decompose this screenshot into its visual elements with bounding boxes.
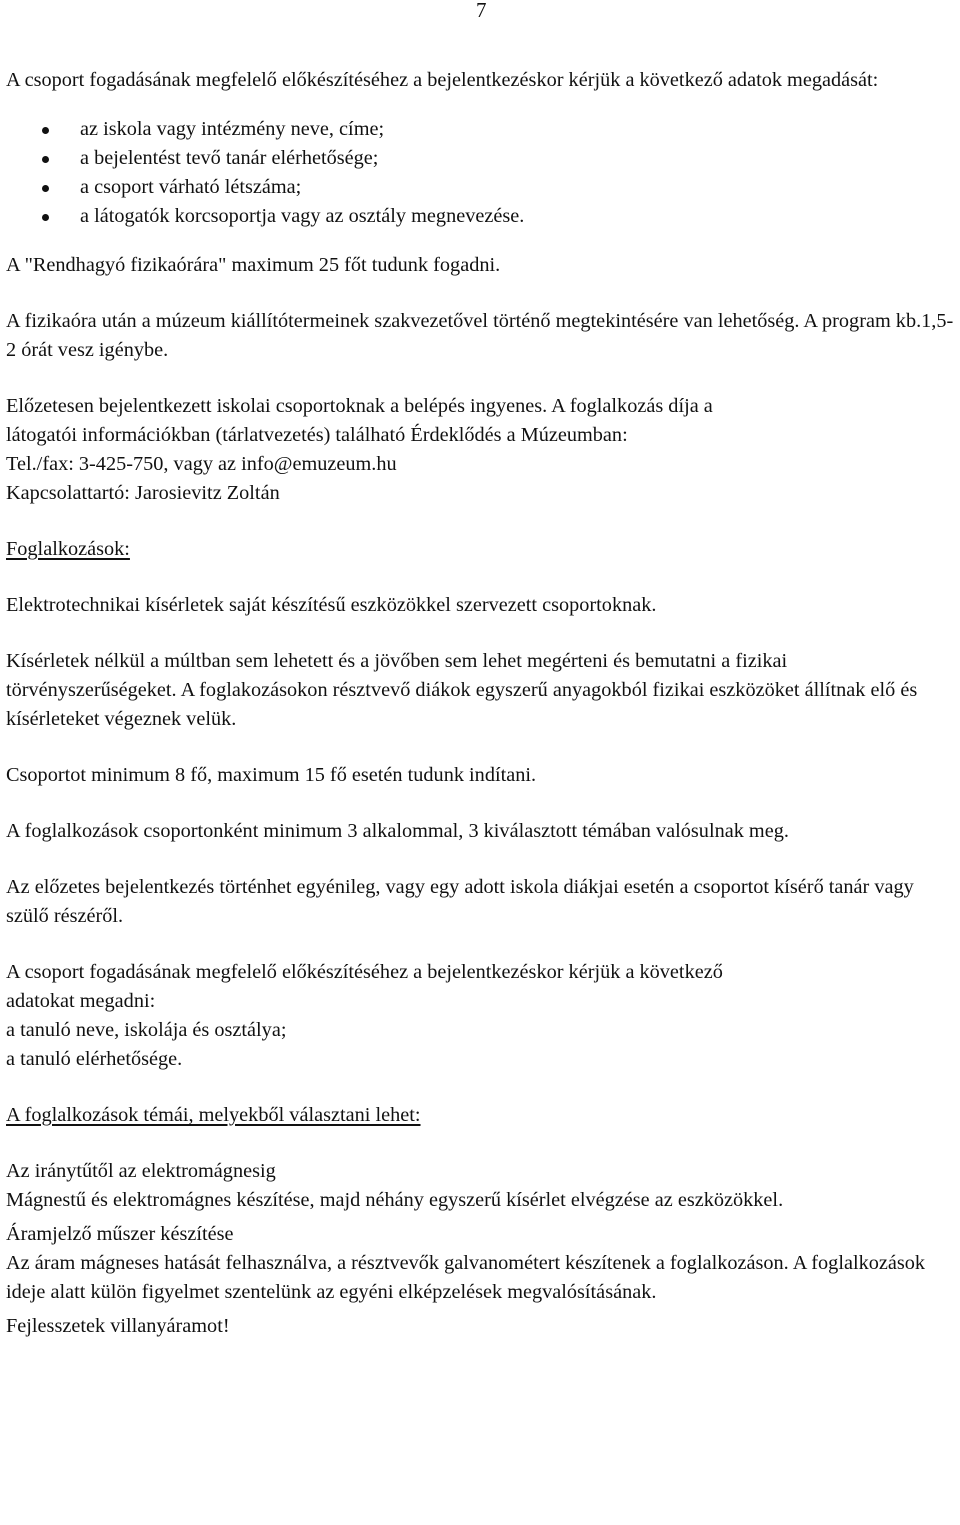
data-request-line: a tanuló neve, iskolája és osztálya; xyxy=(6,1019,287,1041)
topic-item xyxy=(6,1157,958,1215)
schedule-paragraph: A foglalkozások csoportonként minimum 3 alkalommal, 3 kiválasztott témában valósulnak meg. xyxy=(6,820,789,842)
sessions-description: Kísérletek nélkül a múltban sem lehetett és a jövőben sem lehet megérteni és bemutatni a fizikai törvényszerűségeket. A foglakozásokon résztvevő diákok egyszerű anyagokból fizikai eszközöket állítnak elő és kísérleteket végeznek velük. xyxy=(6,650,918,730)
topic-title: Áramjelző műszer készítése xyxy=(6,1223,234,1245)
topic-description: Mágnestű és elektromágnes készítése, majd néhány egyszerű kísérlet elvégzése az eszközökkel. xyxy=(6,1189,784,1211)
registration-paragraph: Az előzetes bejelentkezés történhet egyénileg, vagy egy adott iskola diákjai esetén a csoportot kísérő tanár vagy szülő részéről. xyxy=(6,876,914,927)
free-entry-line: Előzetesen bejelentkezett iskolai csoportoknak a belépés ingyenes. A foglalkozás díja a xyxy=(6,395,713,417)
visitor-info-line: látogatói információkban (tárlatvezetés) található Érdeklődés a Múzeumban: xyxy=(6,424,628,446)
tour-paragraph: A fizikaóra után a múzeum kiállítótermeinek szakvezetővel történő megtekintésére van lehetőség. A program kb.1,5-2 órát vesz igénybe. xyxy=(6,310,954,361)
bullet-icon xyxy=(42,127,49,134)
topics-heading: A foglalkozások témái, melyekből választani lehet: xyxy=(6,1104,421,1126)
topic-description: Az áram mágneses hatását felhasználva, a résztvevők galvanométert készítenek a foglalkozáson. A foglalkozások ideje alatt külön figyelmet szentelünk az egyéni elképzelések megvalósításának. xyxy=(6,1252,926,1303)
data-request-line: adatokat megadni: xyxy=(6,990,156,1012)
topic-title: Az iránytűtől az elektromágnesig xyxy=(6,1160,276,1182)
contact-block xyxy=(6,392,958,508)
list-item: az iskola vagy intézmény neve, címe; xyxy=(42,115,958,144)
sessions-heading: Foglalkozások: xyxy=(6,538,130,560)
list-item: a látogatók korcsoportja vagy az osztály megnevezése. xyxy=(42,202,958,231)
list-item: a bejelentést tevő tanár elérhetősége; xyxy=(42,144,958,173)
data-request-block xyxy=(6,958,958,1074)
topic-title: Fejlesszetek villanyáramot! xyxy=(6,1315,230,1337)
topic-item xyxy=(6,1220,958,1307)
bullet-icon xyxy=(42,185,49,192)
contact-phone-email: Tel./fax: 3-425-750, vagy az info@emuzeum.hu xyxy=(6,453,397,475)
sessions-subtitle: Elektrotechnikai kísérletek saját készítésű eszközökkel szervezett csoportoknak. xyxy=(6,594,657,616)
bullet-icon xyxy=(42,156,49,163)
document-body xyxy=(6,66,958,1346)
bullet-icon xyxy=(42,214,49,221)
data-request-line: a tanuló elérhetősége. xyxy=(6,1048,183,1070)
intro-lead: A csoport fogadásának megfelelő előkészítéséhez a bejelentkezéskor kérjük a következő adatok megadását: xyxy=(6,69,879,91)
max-group-paragraph: A "Rendhagyó fizikaórára" maximum 25 főt tudunk fogadni. xyxy=(6,254,501,276)
page-number: 7 xyxy=(476,0,487,22)
list-item: a csoport várható létszáma; xyxy=(42,173,958,202)
group-size-paragraph: Csoportot minimum 8 fő, maximum 15 fő esetén tudunk indítani. xyxy=(6,764,537,786)
topic-item xyxy=(6,1312,958,1341)
required-data-list xyxy=(6,115,958,231)
data-request-line: A csoport fogadásának megfelelő előkészítéséhez a bejelentkezéskor kérjük a következő xyxy=(6,961,723,983)
contact-person: Kapcsolattartó: Jarosievitz Zoltán xyxy=(6,482,280,504)
